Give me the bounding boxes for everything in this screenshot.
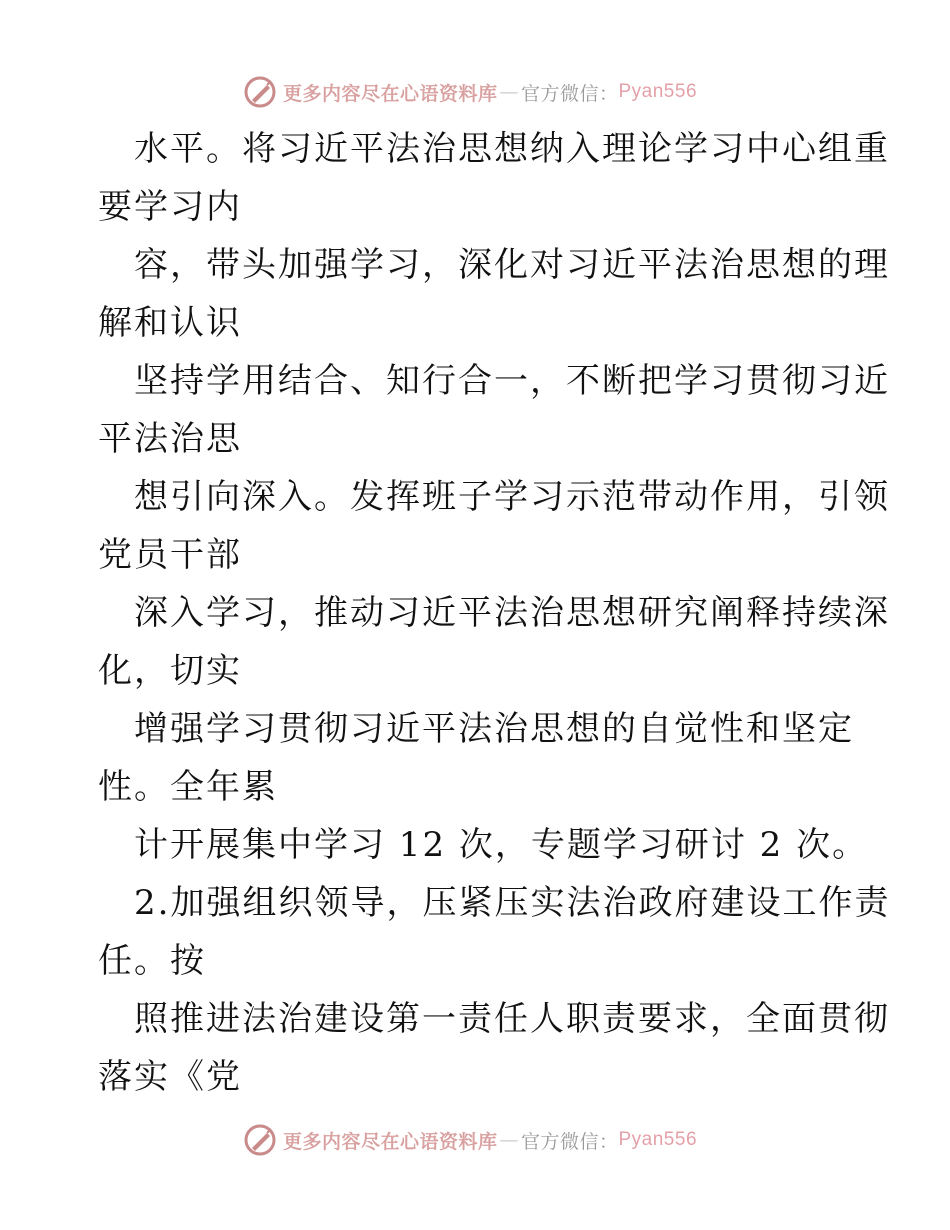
watermark-main-text: 更多内容尽在心语资料库 xyxy=(282,1130,498,1153)
paragraph-line: 水平。将习近平法治思想纳入理论学习中心组重 xyxy=(134,129,890,169)
paragraph-line: 性。全年累 xyxy=(98,767,278,807)
paragraph-line: 坚持学用结合、知行合一，不断把学习贯彻习近 xyxy=(134,361,890,401)
paragraph-line: 容，带头加强学习，深化对习近平法治思想的理 xyxy=(134,245,890,285)
paragraph-line: 化，切实 xyxy=(98,651,242,691)
paragraph-line: 落实《党 xyxy=(98,1057,242,1097)
paragraph-line: 想引向深入。发挥班子学习示范带动作用，引领 xyxy=(134,477,890,517)
watermark-dash: — xyxy=(499,81,519,103)
paragraph-line: 增强学习贯彻习近平法治思想的自觉性和坚定 xyxy=(134,709,854,749)
watermark-label: 官方微信： xyxy=(520,1130,619,1153)
paragraph-line: 深入学习，推动习近平法治思想研究阐释持续深 xyxy=(134,593,890,633)
watermark-main-text: 更多内容尽在心语资料库 xyxy=(282,82,498,105)
watermark-wechat-id: Pyan556 xyxy=(618,1129,698,1150)
paragraph-line: 解和认识 xyxy=(98,303,242,343)
paragraph-line: 照推进法治建设第一责任人职责要求，全面贯彻 xyxy=(134,999,890,1039)
paragraph-line: 2.加强组织领导，压紧压实法治政府建设工作责 xyxy=(134,883,891,923)
watermark-dash: — xyxy=(499,1129,519,1151)
footer-watermark xyxy=(0,1120,950,1160)
quill-logo-icon xyxy=(243,75,277,109)
watermark-wechat-id: Pyan556 xyxy=(618,81,698,102)
paragraph-line: 要学习内 xyxy=(98,187,242,227)
quill-logo-icon xyxy=(243,1123,277,1157)
watermark-label: 官方微信： xyxy=(520,82,619,105)
paragraph-line: 任。按 xyxy=(98,941,206,981)
document-body xyxy=(98,120,891,1106)
header-watermark xyxy=(0,72,950,112)
paragraph-line: 计开展集中学习 12 次，专题学习研讨 2 次。 xyxy=(134,825,869,865)
paragraph-line: 党员干部 xyxy=(98,535,242,575)
paragraph-line: 平法治思 xyxy=(98,419,242,459)
